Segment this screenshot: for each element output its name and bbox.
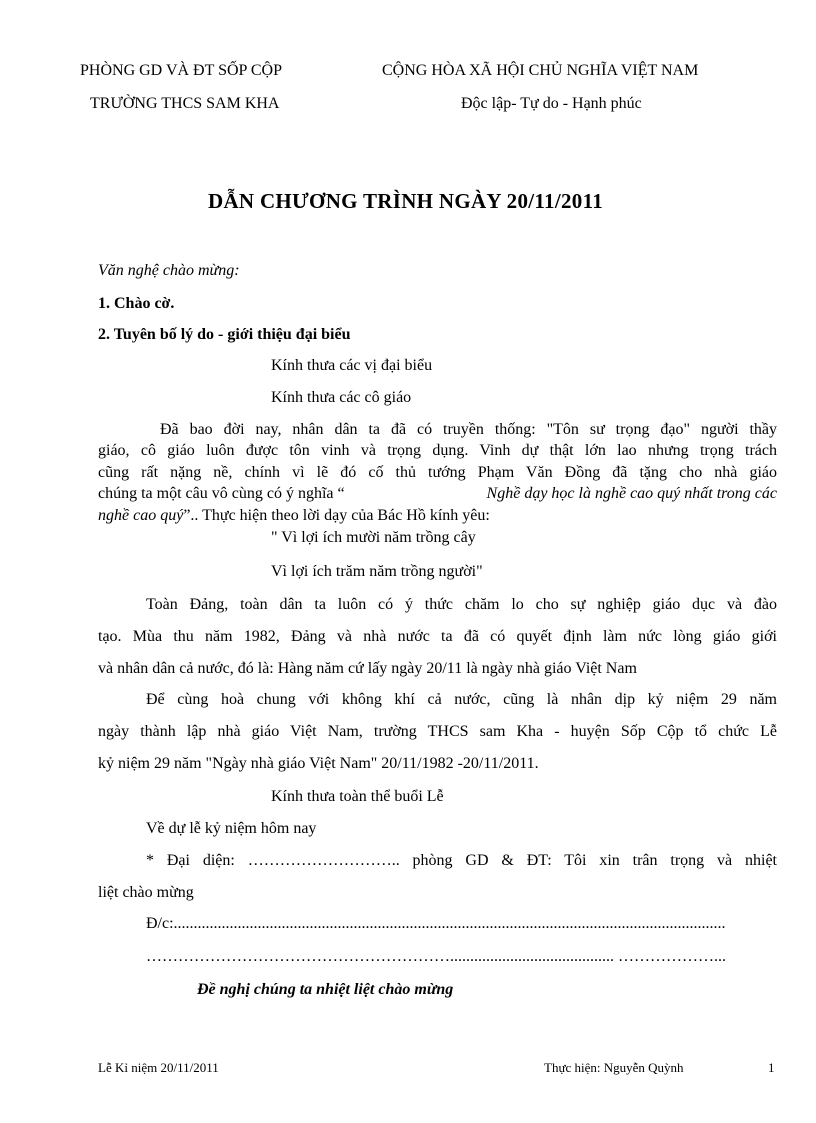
para3-line2: ngày thành lập nhà giáo Việt Nam, trường THCS sam Kha - huyện Sốp Cộp tổ chức Lễ xyxy=(98,723,777,740)
representative-line2: liệt chào mừng xyxy=(98,884,194,901)
department-name: PHÒNG GD VÀ ĐT SỐP CỘP xyxy=(80,62,282,79)
intro-line: Văn nghệ chào mừng: xyxy=(98,262,240,279)
para2-line2: tạo. Mùa thu năm 1982, Đảng và nhà nước ta đã có quyết định làm nức lòng giáo giới xyxy=(98,628,777,645)
school-name: TRƯỜNG THCS SAM KHA xyxy=(90,95,280,112)
dotted-line: …………………………………………………......................................... ………………... xyxy=(146,948,726,965)
para1-line5 xyxy=(98,507,490,525)
para1-line1: Đã bao đời nay, nhân dân ta đã có truyền thống: "Tôn sư trọng đạo" người thầy xyxy=(160,421,777,438)
para2-line1: Toàn Đảng, toàn dân ta luôn có ý thức chăm lo cho sự nghiệp giáo dục và đào xyxy=(146,596,777,613)
closing-line: Đề nghị chúng ta nhiệt liệt chào mừng xyxy=(197,981,454,998)
para1-line4 xyxy=(98,485,777,503)
para1-line4-text: chúng ta một câu vô cùng có ý nghĩa “ xyxy=(98,485,345,502)
greeting-teachers: Kính thưa các cô giáo xyxy=(271,389,412,406)
para1-line5-text: ”.. Thực hiện theo lời dạy của Bác Hồ kính yêu: xyxy=(183,507,490,524)
para2-line3: và nhân dân cả nước, đó là: Hàng năm cứ lấy ngày 20/11 là ngày nhà giáo Việt Nam xyxy=(98,660,637,677)
para1-line5-quote: nghề cao quý xyxy=(98,507,184,524)
page-number: 1 xyxy=(768,1060,775,1075)
para1-line4-quote: Nghề dạy học là nghề cao quý nhất trong các xyxy=(486,485,777,502)
quote-line2: Vì lợi ích trăm năm trồng người" xyxy=(271,563,483,580)
greeting-guests: Kính thưa các vị đại biểu xyxy=(271,357,433,374)
national-motto: Độc lập- Tự do - Hạnh phúc xyxy=(461,95,642,112)
quote-line1: " Vì lợi ích mười năm trồng cây xyxy=(271,529,476,546)
para1-line3: cũng rất nặng nề, chính vì lẽ đó cố thủ tướng Phạm Văn Đồng đã tặng cho nhà giáo xyxy=(98,464,777,481)
para1-line2: giáo, cô giáo luôn được tôn vinh và trọng dụng. Vinh dự thật lớn lao nhưng trọng trách xyxy=(98,442,777,459)
comrade-line: Đ/c:.......................................................................................................................................... xyxy=(146,915,726,932)
para3-line1: Để cùng hoà chung với không khí cả nước, cũng là nhân dịp kỷ niệm 29 năm xyxy=(146,691,777,708)
para3-line3: kỷ niệm 29 năm "Ngày nhà giáo Việt Nam" 20/11/1982 -20/11/2011. xyxy=(98,755,539,772)
representative-line1: * Đại diện: ……………………….. phòng GD & ĐT: Tôi xin trân trọng và nhiệt xyxy=(146,852,777,869)
footer-author: Thực hiện: Nguyễn Quỳnh xyxy=(544,1060,684,1075)
item-1: 1. Chào cờ. xyxy=(98,295,175,312)
attendance-line: Về dự lễ kỷ niệm hôm nay xyxy=(146,820,317,837)
item-2: 2. Tuyên bố lý do - giới thiệu đại biểu xyxy=(98,326,351,343)
page-title: DẪN CHƯƠNG TRÌNH NGÀY 20/11/2011 xyxy=(208,189,604,213)
footer-left: Lễ Kỉ niệm 20/11/2011 xyxy=(98,1060,219,1075)
greeting-all: Kính thưa toàn thể buổi Lễ xyxy=(271,788,444,805)
national-title: CỘNG HÒA XÃ HỘI CHỦ NGHĨA VIỆT NAM xyxy=(382,62,699,79)
